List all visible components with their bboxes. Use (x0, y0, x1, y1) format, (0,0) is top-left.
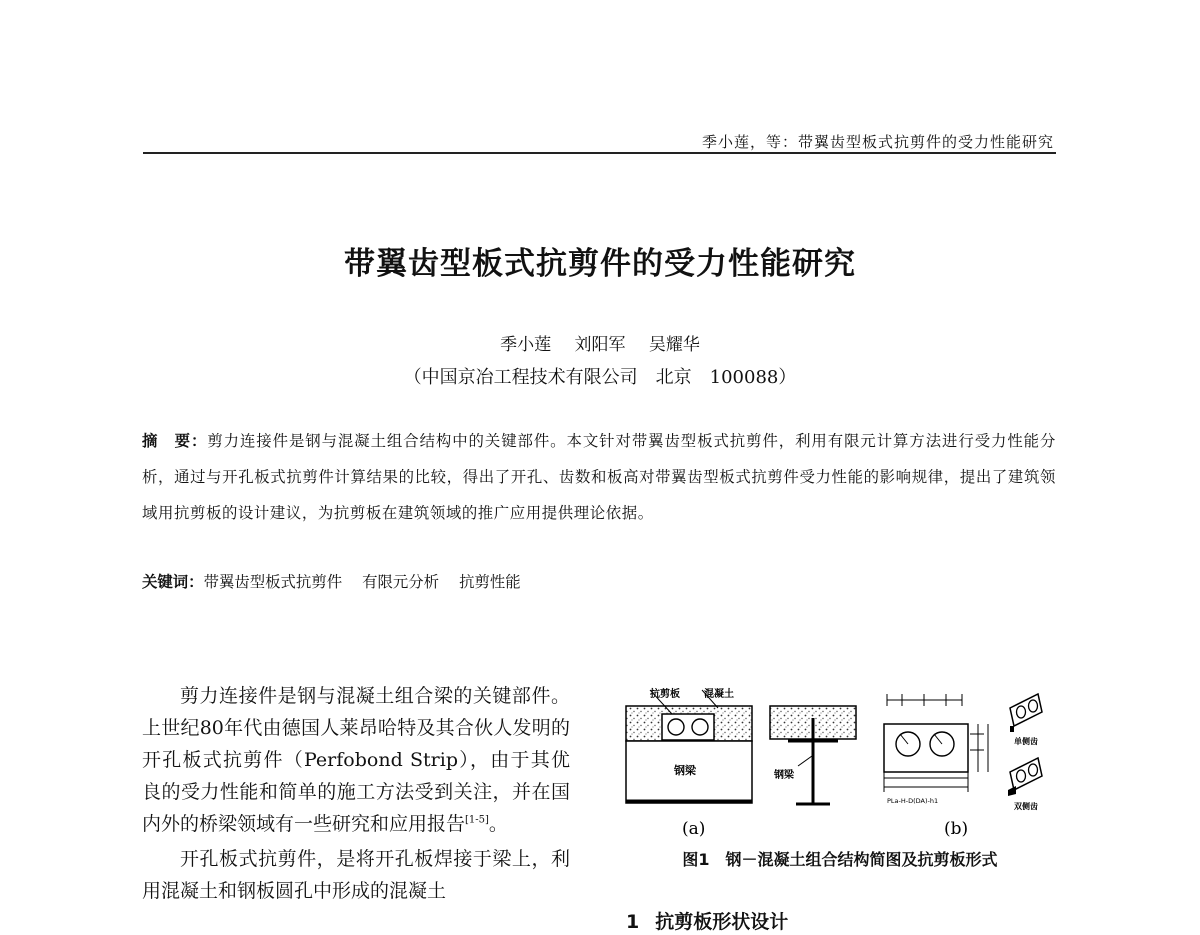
author-name: 吴耀华 (648, 335, 700, 355)
abstract-label: 摘 要： (142, 432, 208, 450)
keywords (142, 570, 541, 592)
plate-dimension-drawing (884, 694, 988, 805)
dimension-formula: PLa-H-D(DA)-h1 (887, 797, 939, 805)
label-concrete: 混凝土 (704, 689, 734, 700)
keyword: 抗剪性能 (459, 573, 521, 591)
shear-plate (662, 714, 714, 740)
paragraph-end: 。 (488, 813, 508, 835)
body-text-column (142, 680, 570, 907)
label-single-side: 单侧齿 (1014, 737, 1038, 746)
body-paragraph (142, 680, 570, 840)
section-heading (626, 907, 788, 934)
author-name: 季小莲 (500, 335, 552, 355)
label-steel-beam: 钢梁 (674, 764, 696, 777)
figure-drawing (622, 686, 1058, 841)
keywords-label: 关键词： (142, 573, 204, 591)
cross-section-a (770, 706, 856, 804)
label-double-side: 双侧齿 (1014, 802, 1038, 811)
leader-line (798, 756, 812, 766)
body-paragraph: 开孔板式抗剪件，是将开孔板焊接于梁上，利用混凝土和钢板圆孔中形成的混凝土 (142, 848, 570, 902)
keyword: 有限元分析 (362, 573, 440, 591)
plate-3d-sketches (1008, 694, 1042, 811)
citation: [1-5] (465, 814, 489, 826)
header-rule (143, 152, 1056, 154)
figure-caption: 图1 钢－混凝土组合结构简图及抗剪板形式 (682, 850, 998, 869)
sublabel-b: (b) (944, 819, 969, 839)
single-side-plate (1010, 694, 1042, 746)
author-list (0, 330, 1200, 355)
keyword: 带翼齿型板式抗剪件 (203, 573, 343, 591)
double-side-plate (1008, 758, 1042, 811)
affiliation: （中国京冶工程技术有限公司 北京 100088） (403, 367, 797, 388)
figure-1 (622, 686, 1058, 841)
label-shear-plate: 抗剪板 (650, 689, 680, 700)
section-view-a (626, 687, 752, 803)
section-title: 抗剪板形状设计 (655, 911, 789, 933)
sublabel-a: (a) (682, 819, 706, 839)
paragraph-text: 剪力连接件是钢与混凝土组合梁的关键部件。上世纪80年代由德国人莱昂哈特及其合伙人发明的开孔板式抗剪件（Perfobond Strip），由于其优良的受力性能和简单的施工方法受到关注，并在国内外的桥梁领域有一些研究和应用报告 (142, 685, 570, 835)
label-steel-beam: 钢梁 (774, 770, 794, 781)
section-number: 1 (626, 911, 640, 933)
abstract (142, 423, 1056, 531)
paper-title: 带翼齿型板式抗剪件的受力性能研究 (344, 246, 856, 282)
abstract-text: 剪力连接件是钢与混凝土组合结构中的关键部件。本文针对带翼齿型板式抗剪件，利用有限元计算方法进行受力性能分析，通过与开孔板式抗剪件计算结果的比较，得出了开孔、齿数和板高对带翼齿型板式抗剪件受力性能的影响规律，提出了建筑领域用抗剪板的设计建议，为抗剪板在建筑领域的推广应用提供理论依据。 (142, 432, 1056, 522)
running-header: 季小莲，等：带翼齿型板式抗剪件的受力性能研究 (701, 133, 1054, 151)
author-name: 刘阳军 (574, 335, 626, 355)
